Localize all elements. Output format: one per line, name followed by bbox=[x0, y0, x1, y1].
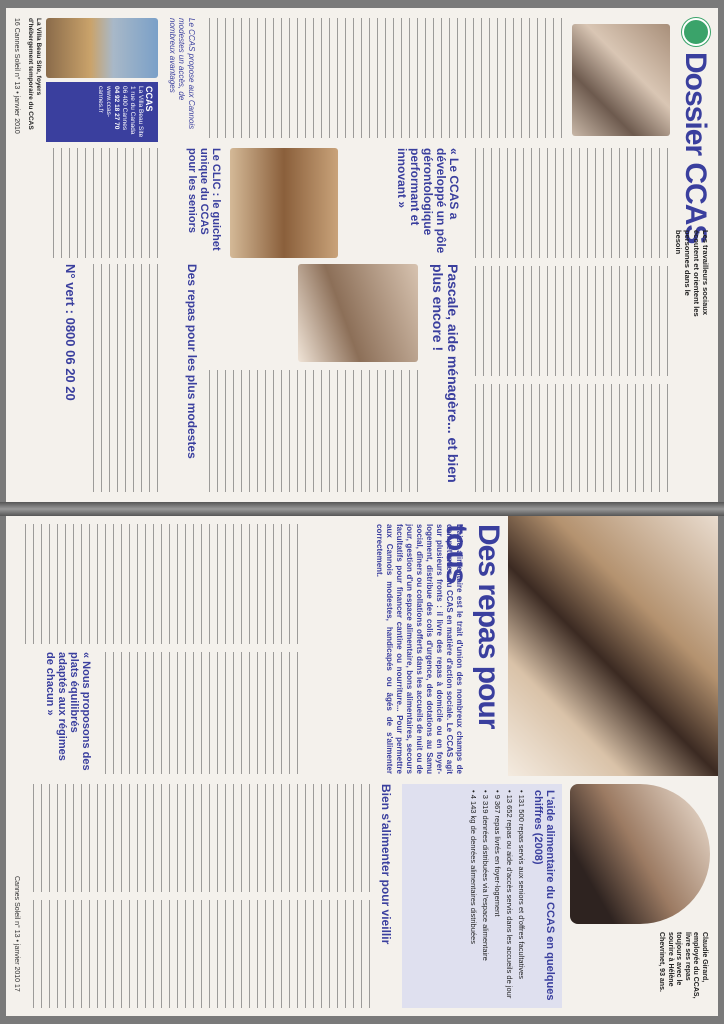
right-col-3 bbox=[30, 784, 370, 892]
right-col-1 bbox=[18, 524, 298, 644]
stat-5: • 4 143 kg de denrées alimentaires distribuées bbox=[469, 790, 478, 944]
headline: Des repas pour tous bbox=[440, 524, 505, 729]
right-col-4 bbox=[30, 900, 370, 1008]
page-17-folio: Cannes Soleil n° 13 • janvier 2010 17 bbox=[13, 876, 20, 992]
address-line-2: 1 rue du Canada bbox=[129, 86, 136, 135]
page-16 bbox=[6, 8, 718, 502]
address-line-1: La Villa Beau Site bbox=[137, 86, 144, 138]
right-pull: « Nous proposons des plats équilibrés adaptés aux régimes de chacun » bbox=[44, 652, 92, 771]
clic-title: Le CLIC : le guichet unique du CCAS pour les seniors bbox=[186, 148, 222, 251]
dossier-header: Dossier CCAS bbox=[679, 52, 712, 244]
address-line-5: www.ccas-cannes.fr bbox=[97, 86, 112, 118]
stat-1: • 131 500 repas servis aux seniors et d'offres facultatives bbox=[517, 790, 526, 980]
delivery-photo bbox=[508, 516, 718, 776]
body-col-1 bbox=[468, 148, 668, 258]
side-pull: Le CCAS propose aux Cannois modestes un accès, de nombreux avantages bbox=[168, 18, 196, 130]
address-line-3: 06 400 Cannes bbox=[121, 86, 128, 131]
photo-caption: Claudie Girard, employée du CCAS, livre ses repas toujours avec le sourire à Hélène Chevrinet, 93 ans. bbox=[658, 932, 708, 999]
stat-2: • 13 652 repas ou aide d'accès servis dans les accueils de jour bbox=[505, 790, 514, 999]
address-line-4: 04 92 18 27 70 bbox=[113, 86, 120, 130]
stat-3: • 9 367 repas livrés en foyer-logement bbox=[493, 790, 502, 917]
address-title: CCAS bbox=[144, 86, 154, 112]
repas-modestes-col bbox=[86, 264, 158, 492]
villa-photo bbox=[46, 18, 158, 78]
stats-box bbox=[402, 784, 562, 1008]
stat-4: • 3 319 denrées distribuées via l'espace alimentaire bbox=[481, 790, 490, 961]
left-col-a bbox=[202, 18, 562, 138]
pascale-photo bbox=[298, 264, 418, 362]
claudie-photo bbox=[570, 784, 710, 924]
num-vert: N° vert : 0800 06 20 20 bbox=[63, 264, 78, 401]
stats-title: L'aide alimentaire du CCAS en quelques chiffres (2008) bbox=[532, 790, 556, 1001]
intro: L'aide alimentaire est le trait d'union des nombreux champs de compétences du CCAS en matière d'action sociale. Le CCAS agit sur plusieurs fronts : il livre des repas à domicile ou en foyer-logement, distribue des colis d'urgence, des dotations au Samu social, dîners ou collations offerts dans les accueils de nuit ou de jour, gestion d'un espace alimentaire, bons alimentaires, secours facultatifs pour financer cantine ou nourriture... Pour permettre aux Cannois modestes, handicapés ou âgés de s'alimenter correctement. bbox=[375, 524, 464, 774]
body-col-3 bbox=[468, 384, 668, 492]
address-caption: La Villa Beau Site, foyers d'hébergement temporaire du CCAS bbox=[27, 18, 42, 130]
page-16-folio: 16 Cannes Soleil n° 13 • janvier 2010 bbox=[13, 18, 20, 134]
clic-col bbox=[48, 148, 158, 258]
article-pascale-title: Pascale, aide ménagère... et bien plus encore ! bbox=[430, 264, 461, 483]
counsellor-photo bbox=[572, 24, 670, 136]
header-deck: Les travailleurs sociaux écoutent et orientent les personnes dans le besoin bbox=[674, 230, 710, 317]
spine-gutter bbox=[0, 502, 724, 516]
ccas-logo bbox=[682, 18, 710, 46]
repas-modestes-title: Des repas pour les plus modestes bbox=[185, 264, 199, 459]
center-pull-quote: « Le CCAS a développé un pôle gérontologique performant et innovant » bbox=[395, 148, 461, 254]
right-col-2 bbox=[98, 652, 298, 774]
address-box bbox=[46, 82, 158, 142]
side-title: Bien s'alimenter pour vieillir bbox=[379, 784, 393, 945]
page-17 bbox=[6, 516, 718, 1016]
body-col-2 bbox=[468, 266, 668, 376]
clic-photo bbox=[230, 148, 338, 258]
pascale-col bbox=[208, 370, 418, 492]
